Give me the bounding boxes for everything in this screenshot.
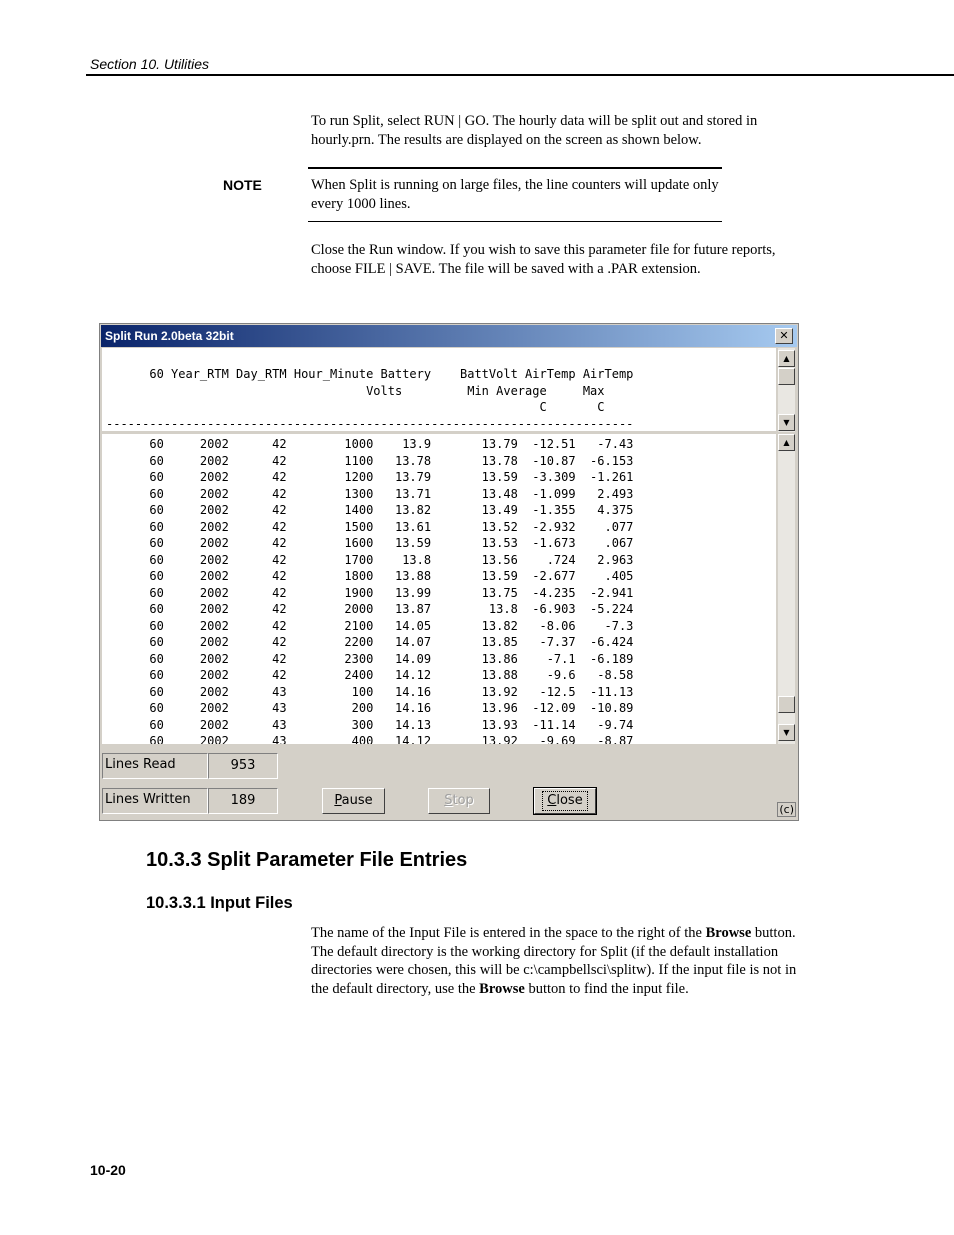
lines-read-label: Lines Read	[105, 757, 176, 772]
input-para-text-3: button to find the input file.	[524, 980, 689, 997]
stop-button-label: top	[452, 793, 474, 808]
lines-read-value: 953	[208, 753, 278, 779]
close-window-paragraph: Close the Run window. If you wish to save this parameter file for future reports, choose FILE | SAVE. The file will be saved with a .PAR extension.	[311, 242, 776, 277]
lines-written-value: 189	[208, 788, 278, 814]
stop-button[interactable]	[428, 788, 490, 814]
section-title: Section 10. Utilities	[90, 56, 210, 72]
copyright-icon: (c)	[779, 803, 794, 816]
lines-written-label-box	[102, 788, 208, 814]
window-close-icon[interactable]: ✕	[775, 328, 793, 344]
split-run-window	[99, 323, 799, 821]
data-output-text: 60 2002 42 1000 13.9 13.79 -12.51 -7.43 60 2002 42 1100 13.78 13.78 -10.87 -6.153 60 2002 42 1200 13.79 13.59 -3.309 -1.261 60 2002 42 1300 13.71 13.48 -1.099 2.493 60 2002 42 1400 13.82 13.49 -1.355 4.375 60 2002 42 1500 13.61 13.52 -2.932 .077 60 2002 42 1600 13.59 13.53 -1.673 .067 60 2002 42 1700 13.8 13.56 .724 2.963 60 2002 42 1800 13.88 13.59 -2.677 .405 60 2002 42 1900 13.99 13.75 -4.235 -2.941 60 2002 42 2000 13.87 13.8 -6.903 -5.224 60 2002 42 2100 14.05 13.82 -8.06 -7.3 60 2002 42 2200 14.07 13.85 -7.37 -6.424 60 2002 42 2300 14.09 13.86 -7.1 -6.189 60 2002 42 2400 14.12 13.88 -9.6 -8.58 60 2002 43 100 14.16 13.92 -12.5 -11.13 60 2002 43 200 14.16 13.96 -12.09 -10.89 60 2002 43 300 14.13 13.93 -11.14 -9.74 60 2002 43 400 14.12 13.92 -9.69 -8.87	[149, 437, 634, 744]
header-scrollbar[interactable]	[778, 348, 795, 432]
column-header-text: 60 Year_RTM Day_RTM Hour_Minute Battery BattVolt AirTemp AirTemp Volts Min Average Max C C -------------------------------------------------------------------------	[106, 367, 634, 431]
lines-read-label-box	[102, 753, 208, 779]
pause-button-label: ause	[341, 793, 373, 808]
note-bottom-divider	[308, 221, 722, 222]
scroll-down-icon[interactable]: ▼	[778, 724, 795, 741]
section-heading: 10.3.3 Split Parameter File Entries	[146, 849, 468, 871]
input-files-paragraph	[311, 924, 811, 998]
intro-paragraph: To run Split, select RUN | GO. The hourly data will be split out and stored in hourly.prn. The results are displayed on the screen as shown below.	[311, 113, 758, 148]
scroll-thumb[interactable]	[778, 696, 795, 713]
note-text: When Split is running on large files, the line counters will update only every 1000 lines.	[311, 177, 719, 212]
lines-written-label: Lines Written	[105, 792, 191, 807]
input-para-text-1: The name of the Input File is entered in the space to the right of the	[311, 925, 706, 941]
subsection-heading: 10.3.3.1 Input Files	[146, 894, 293, 912]
window-title: Split Run 2.0beta 32bit	[105, 329, 234, 343]
data-output-pane	[102, 434, 776, 744]
input-para-text-2: button. The default directory is the working directory for Split (if the default installation directories were chosen, this will be c:\campbellsci\splitw). If the input file is not in the default directory, use the	[311, 925, 797, 997]
pause-button-accel: P	[334, 793, 342, 808]
close-button[interactable]	[534, 788, 596, 814]
window-titlebar[interactable]	[101, 325, 797, 347]
data-scrollbar[interactable]	[778, 434, 795, 744]
scroll-up-icon[interactable]: ▲	[778, 350, 795, 367]
stop-button-accel: S	[444, 793, 453, 808]
note-label: NOTE	[223, 177, 262, 193]
close-button-label: lose	[556, 793, 583, 808]
column-header-pane	[102, 348, 776, 432]
scroll-up-icon[interactable]: ▲	[778, 434, 795, 451]
close-button-accel: C	[547, 793, 557, 808]
scroll-thumb[interactable]	[778, 368, 795, 385]
browse-term-1: Browse	[705, 925, 752, 941]
page-number: 10-20	[90, 1162, 126, 1178]
header-divider	[86, 74, 954, 76]
note-top-divider	[308, 167, 722, 169]
scroll-down-icon[interactable]: ▼	[778, 414, 795, 431]
browse-term-2: Browse	[479, 980, 525, 997]
pause-button[interactable]	[322, 788, 385, 814]
